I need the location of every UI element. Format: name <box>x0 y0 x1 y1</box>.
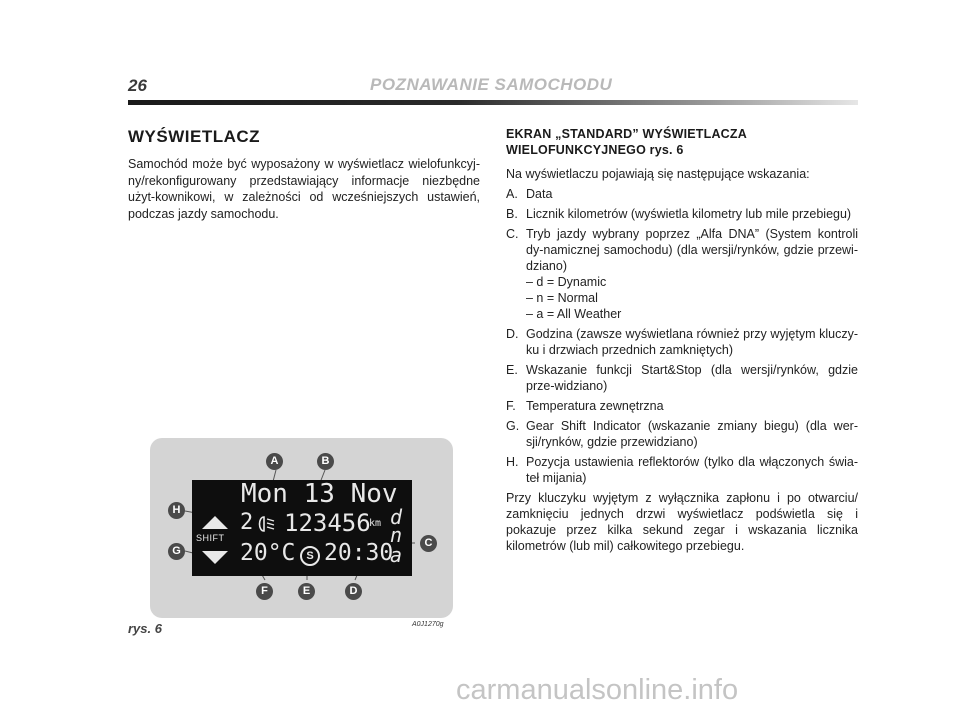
list-item: H. Pozycja ustawienia reflektorów (tylko dla włączonych świa-teł mijania) <box>506 455 858 485</box>
marker-g: G <box>168 543 185 560</box>
start-stop-icon: S <box>300 546 320 566</box>
shift-up-arrow-icon <box>202 516 228 529</box>
list-item: A. Data <box>506 187 553 201</box>
figure-code: A0J1270g <box>412 621 444 628</box>
section-title: POZNAWANIE SAMOCHODU <box>370 75 613 94</box>
list-item: G. Gear Shift Indicator (wskazanie zmiany biegu) (dla wer-sji/rynków, gdzie przewidziano) <box>506 419 858 449</box>
clock-time: 20:30 <box>324 540 394 566</box>
watermark: carmanualsonline.info <box>456 674 739 706</box>
marker-c: C <box>420 535 437 552</box>
odometer-value: 123456 <box>284 509 371 537</box>
mode-dynamic: – d = Dynamic <box>526 275 607 289</box>
marker-d: D <box>345 583 362 600</box>
page-number: 26 <box>128 76 147 95</box>
shift-down-arrow-icon <box>202 551 228 564</box>
marker-f: F <box>256 583 273 600</box>
display-date: Mon 13 Nov <box>241 479 398 509</box>
figure-caption: rys. 6 <box>128 621 162 636</box>
marker-b: B <box>317 453 334 470</box>
mode-all-weather: – a = All Weather <box>526 307 622 321</box>
marker-a: A <box>266 453 283 470</box>
mode-a: a <box>390 543 403 567</box>
list-item: D. Godzina (zawsze wyświetlana również przy wyjętym kluczy-ku i drzwiach przednich zamkniętych) <box>506 327 858 357</box>
odometer-unit: km <box>369 518 382 529</box>
main-heading: WYŚWIETLACZ <box>128 127 261 146</box>
indications-intro: Na wyświetlaczu pojawiają się następujące wskazania: <box>506 167 810 181</box>
marker-h: H <box>168 502 185 519</box>
headlamp-level: 2 <box>240 510 254 535</box>
closing-paragraph: Przy kluczyku wyjętym z wyłącznika zapłonu i po otwarciu/ zamknięciu jednych drzwi wyświetlacz podświetla się i pokazuje przez kilka sekund zegar i wskazania licznika kilometrów (lub mil) całkowitego przebiegu. <box>506 491 858 553</box>
list-item: F. Temperatura zewnętrzna <box>506 399 664 413</box>
display-screen-heading: EKRAN „STANDARD” WYŚWIETLACZA WIELOFUNKCYJNEGO rys. 6 <box>506 127 747 157</box>
header-rule <box>128 100 858 105</box>
shift-label: SHIFT <box>196 533 225 543</box>
mode-normal: – n = Normal <box>526 291 598 305</box>
outside-temperature: 20°C <box>240 540 296 566</box>
headlamp-icon <box>256 514 276 534</box>
marker-e: E <box>298 583 315 600</box>
list-item: B. Licznik kilometrów (wyświetla kilometry lub mile przebiegu) <box>506 207 852 221</box>
list-item: E. Wskazanie funkcji Start&Stop (dla wersji/rynków, gdzie prze-widziano) <box>506 363 858 393</box>
indications-section <box>506 166 858 554</box>
list-item: C. Tryb jazdy wybrany poprzez „Alfa DNA” (System kontroli dy-namicznej samochodu) (dla wersji/rynków, gdzie przewi-dziano) – d = Dynamic – n = Normal – a = All Weather <box>506 227 858 321</box>
mode-d: d <box>390 505 403 529</box>
mode-n: n <box>390 523 403 547</box>
intro-paragraph: Samochód może być wyposażony w wyświetlacz wielofunkcyj-ny/rekonfigurowany przedstawiający informacje niezbędne użyt-kownikowi, w zależności od wcześniejszych ustawień, podczas jazdy samochodu. <box>128 157 480 221</box>
